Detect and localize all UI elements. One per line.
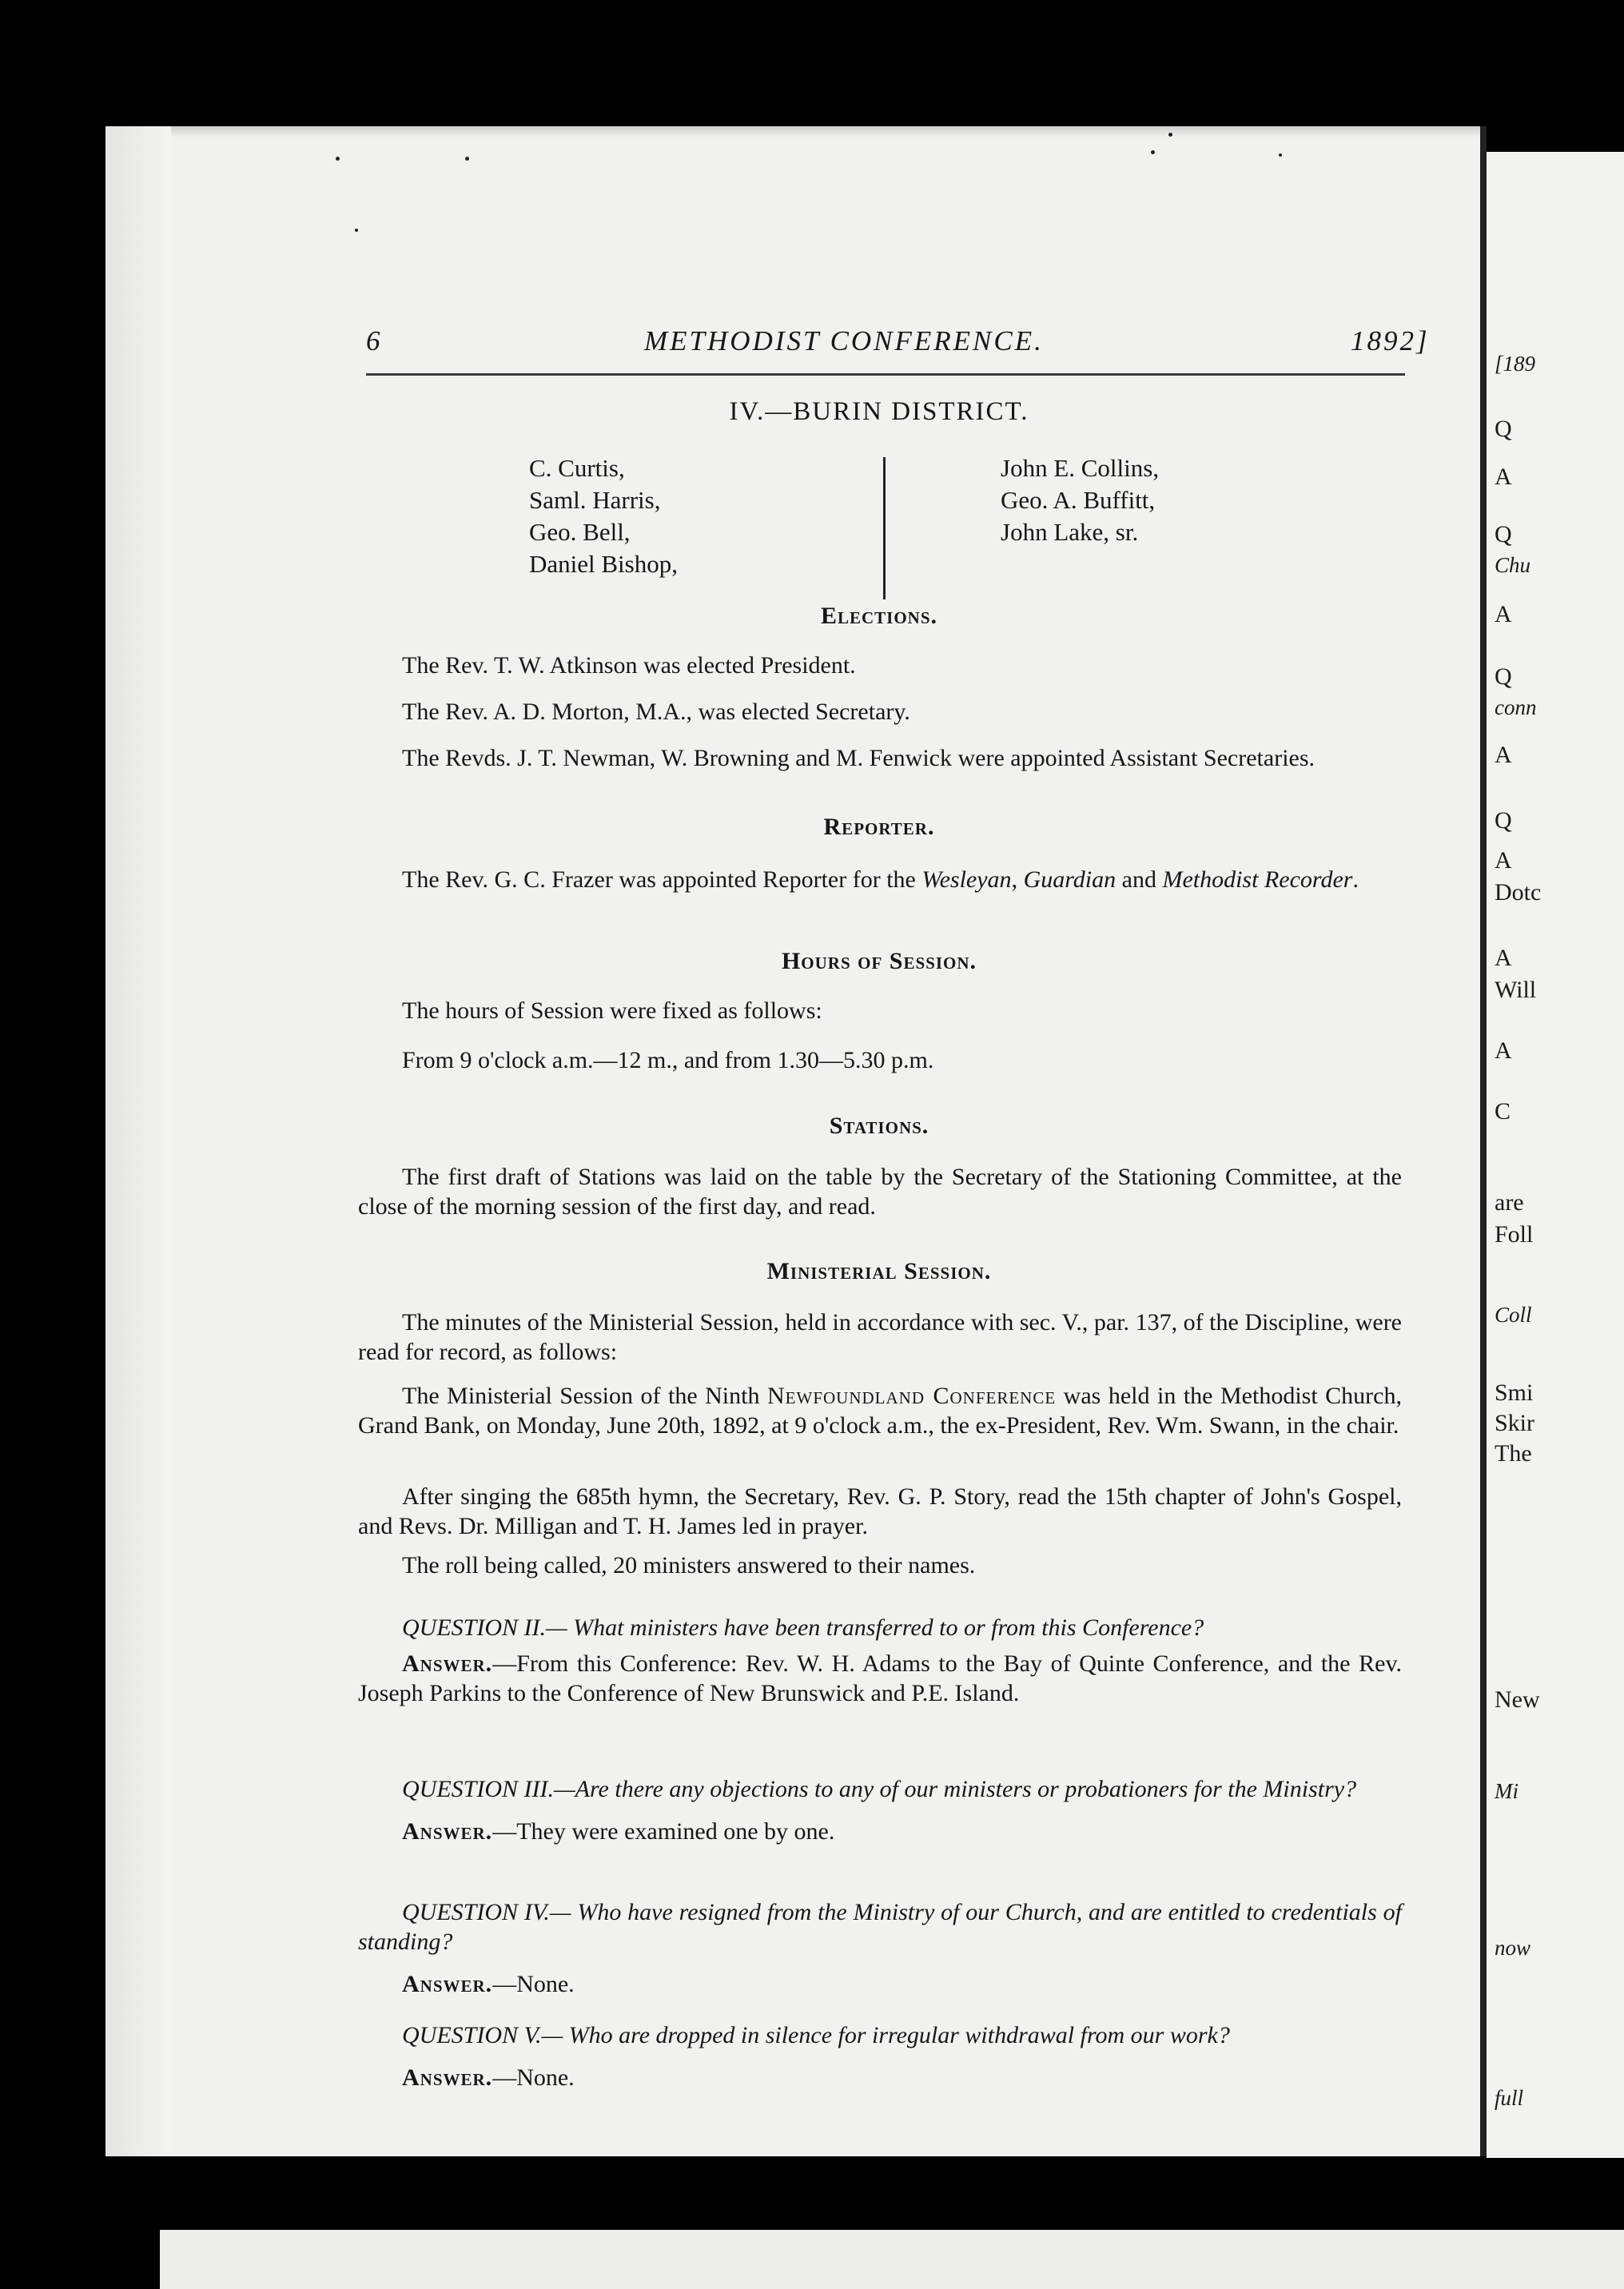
ministerial-text: The minutes of the Ministerial Session, held in accordance with sec. V., par. 137, of the Discipline, were read for record, as follows:	[358, 1309, 1402, 1365]
district-name: Daniel Bishop,	[529, 550, 678, 578]
conference-name: Newfoundland Conference	[767, 1383, 1057, 1409]
question-block	[358, 1613, 1402, 1708]
answer-body: —From this Conference: Rev. W. H. Adams to the Bay of Quinte Conference, and the Rev. Joseph Parkins to the Conference of New Brunswick and P.E. Island.	[358, 1650, 1402, 1706]
publication-recorder: Methodist Recorder	[1162, 866, 1353, 893]
facing-fragment: Q	[1495, 416, 1512, 442]
facing-fragment: A	[1495, 945, 1512, 971]
stations-heading: Stations.	[829, 1113, 929, 1139]
reporter-text: The Rev. G. C. Frazer was appointed Reporter for the	[402, 866, 922, 893]
header-rule	[366, 373, 1405, 376]
answer-text	[358, 2063, 1402, 2092]
answer-label: Answer.	[402, 2064, 493, 2091]
running-title: METHODIST CONFERENCE.	[644, 325, 1044, 356]
ministerial-text: After singing the 685th hymn, the Secretary, Rev. G. P. Story, read the 15th chapter of John's Gospel, and Revs. Dr. Milligan and T. H. James led in prayer.	[358, 1483, 1402, 1539]
elections-text: The Rev. T. W. Atkinson was elected President.	[402, 652, 856, 679]
facing-fragment: A	[1495, 742, 1512, 768]
facing-fragment: are	[1495, 1189, 1524, 1216]
district-name: Geo. Bell,	[529, 518, 631, 546]
elections-heading: Elections.	[820, 603, 938, 629]
district-heading: IV.—BURIN DISTRICT.	[729, 397, 1029, 426]
elections-paragraph	[358, 697, 1402, 727]
facing-fragment: Chu	[1495, 553, 1531, 577]
facing-fragment: C	[1495, 1098, 1511, 1125]
district-name: Saml. Harris,	[529, 486, 661, 514]
question-text	[358, 1613, 1402, 1642]
answer-text	[358, 1969, 1402, 1999]
page-top-shadow	[171, 126, 1480, 137]
stations-text: The first draft of Stations was laid on the table by the Secretary of the Stationing Committee, at the close of the morning session of the first day, and read.	[358, 1164, 1402, 1220]
elections-paragraph	[358, 743, 1402, 773]
question-text	[358, 1897, 1402, 1957]
ministerial-paragraph	[358, 1308, 1402, 1367]
question-block	[358, 2020, 1402, 2092]
answer-text	[358, 1817, 1402, 1846]
facing-fragment: Coll	[1495, 1303, 1532, 1327]
page-fold-shadow	[105, 126, 171, 2156]
speck	[336, 157, 340, 161]
column-divider	[883, 457, 886, 599]
facing-fragment: Q	[1495, 807, 1512, 834]
answer-text	[358, 1649, 1402, 1708]
question-label: QUESTION IV.— Who have resigned from the Ministry of our Church, and are entitled to credentials of standing?	[358, 1899, 1402, 1955]
facing-fragment: A	[1495, 847, 1512, 874]
reporter-text: .	[1352, 866, 1359, 893]
elections-paragraph	[358, 651, 1402, 680]
facing-fragment: Foll	[1495, 1221, 1534, 1248]
question-label: QUESTION III.—Are there any objections to any of our ministers or probationers for the Ministry?	[402, 1776, 1357, 1802]
speck	[355, 229, 358, 232]
facing-page	[1487, 152, 1624, 2158]
hours-text: From 9 o'clock a.m.—12 m., and from 1.30—5.30 p.m.	[402, 1047, 934, 1073]
district-name: John E. Collins,	[1001, 454, 1160, 482]
elections-text: The Revds. J. T. Newman, W. Browning and M. Fenwick were appointed Assistant Secretaries.	[402, 745, 1316, 771]
page-number: 6	[366, 325, 383, 356]
facing-fragment: Q	[1495, 663, 1512, 690]
gutter	[1480, 126, 1487, 2156]
question-label: QUESTION V.— Who are dropped in silence for irregular withdrawal from our work?	[402, 2022, 1230, 2048]
speck	[1168, 133, 1172, 137]
facing-fragment: Will	[1495, 977, 1537, 1003]
answer-body: —None.	[492, 1971, 575, 1997]
answer-body: —None.	[492, 2064, 575, 2091]
district-left-column	[529, 452, 678, 580]
facing-fragment: New	[1495, 1686, 1540, 1713]
district-name: John Lake, sr.	[1001, 518, 1139, 546]
publication-wesleyan: Wesleyan	[921, 866, 1012, 893]
question-text	[358, 1774, 1402, 1804]
hours-heading: Hours of Session.	[781, 948, 977, 974]
question-block	[358, 1774, 1402, 1846]
facing-fragment: full	[1495, 2086, 1524, 2110]
district-name: Geo. A. Buffitt,	[1001, 486, 1156, 514]
page-sheet	[105, 126, 1480, 2156]
reporter-text: ,	[1011, 866, 1024, 893]
hours-paragraph	[358, 996, 1402, 1025]
facing-fragment: A	[1495, 464, 1512, 490]
hours-text: The hours of Session were fixed as follows:	[402, 997, 822, 1024]
ministerial-paragraph	[358, 1381, 1402, 1440]
facing-fragment: Dotc	[1495, 879, 1542, 906]
facing-fragment: The	[1495, 1440, 1532, 1467]
question-block	[358, 1897, 1402, 1999]
ministerial-text: The Ministerial Session of the Ninth	[402, 1383, 767, 1409]
ministerial-text: The roll being called, 20 ministers answered to their names.	[402, 1552, 976, 1578]
ministerial-paragraph	[358, 1551, 1402, 1580]
reporter-paragraph	[358, 865, 1402, 894]
answer-label: Answer.	[402, 1818, 493, 1845]
ministerial-paragraph	[358, 1482, 1402, 1541]
publication-guardian: Guardian	[1023, 866, 1116, 893]
speck	[465, 157, 469, 161]
facing-page-head: [189	[1495, 352, 1536, 376]
question-text	[358, 2020, 1402, 2050]
facing-fragment: Q	[1495, 521, 1512, 547]
district-name: C. Curtis,	[529, 454, 625, 482]
next-page-strip	[160, 2230, 1624, 2289]
answer-label: Answer.	[402, 1971, 493, 1997]
facing-fragment: Mi	[1495, 1779, 1519, 1803]
ministerial-heading: Ministerial Session.	[766, 1258, 992, 1284]
reporter-text: and	[1116, 866, 1163, 893]
answer-label: Answer.	[402, 1650, 493, 1677]
elections-text: The Rev. A. D. Morton, M.A., was elected Secretary.	[402, 699, 910, 725]
facing-fragment: Skir	[1495, 1410, 1535, 1436]
facing-fragment: A	[1495, 601, 1512, 627]
facing-fragment: conn	[1495, 695, 1537, 719]
scan-edge	[105, 2156, 1624, 2230]
facing-fragment: Smi	[1495, 1379, 1534, 1406]
hours-paragraph	[358, 1045, 1402, 1075]
reporter-heading: Reporter.	[823, 814, 935, 840]
answer-body: —They were examined one by one.	[492, 1818, 835, 1845]
district-right-column	[1001, 452, 1159, 548]
facing-fragment: A	[1495, 1037, 1512, 1064]
facing-fragment: now	[1495, 1936, 1531, 1960]
ministerial-text: was held in the Methodist Church, Grand Bank, on Monday, June 20th, 1892, at 9 o'clock a.m., the ex-President, Rev. Wm. Swann, in the chair.	[358, 1383, 1402, 1439]
speck	[1279, 153, 1282, 157]
stations-paragraph	[358, 1162, 1402, 1221]
question-label: QUESTION II.— What ministers have been transferred to or from this Conference?	[402, 1614, 1204, 1641]
speck	[1151, 150, 1155, 154]
running-year: 1892]	[1351, 325, 1430, 356]
